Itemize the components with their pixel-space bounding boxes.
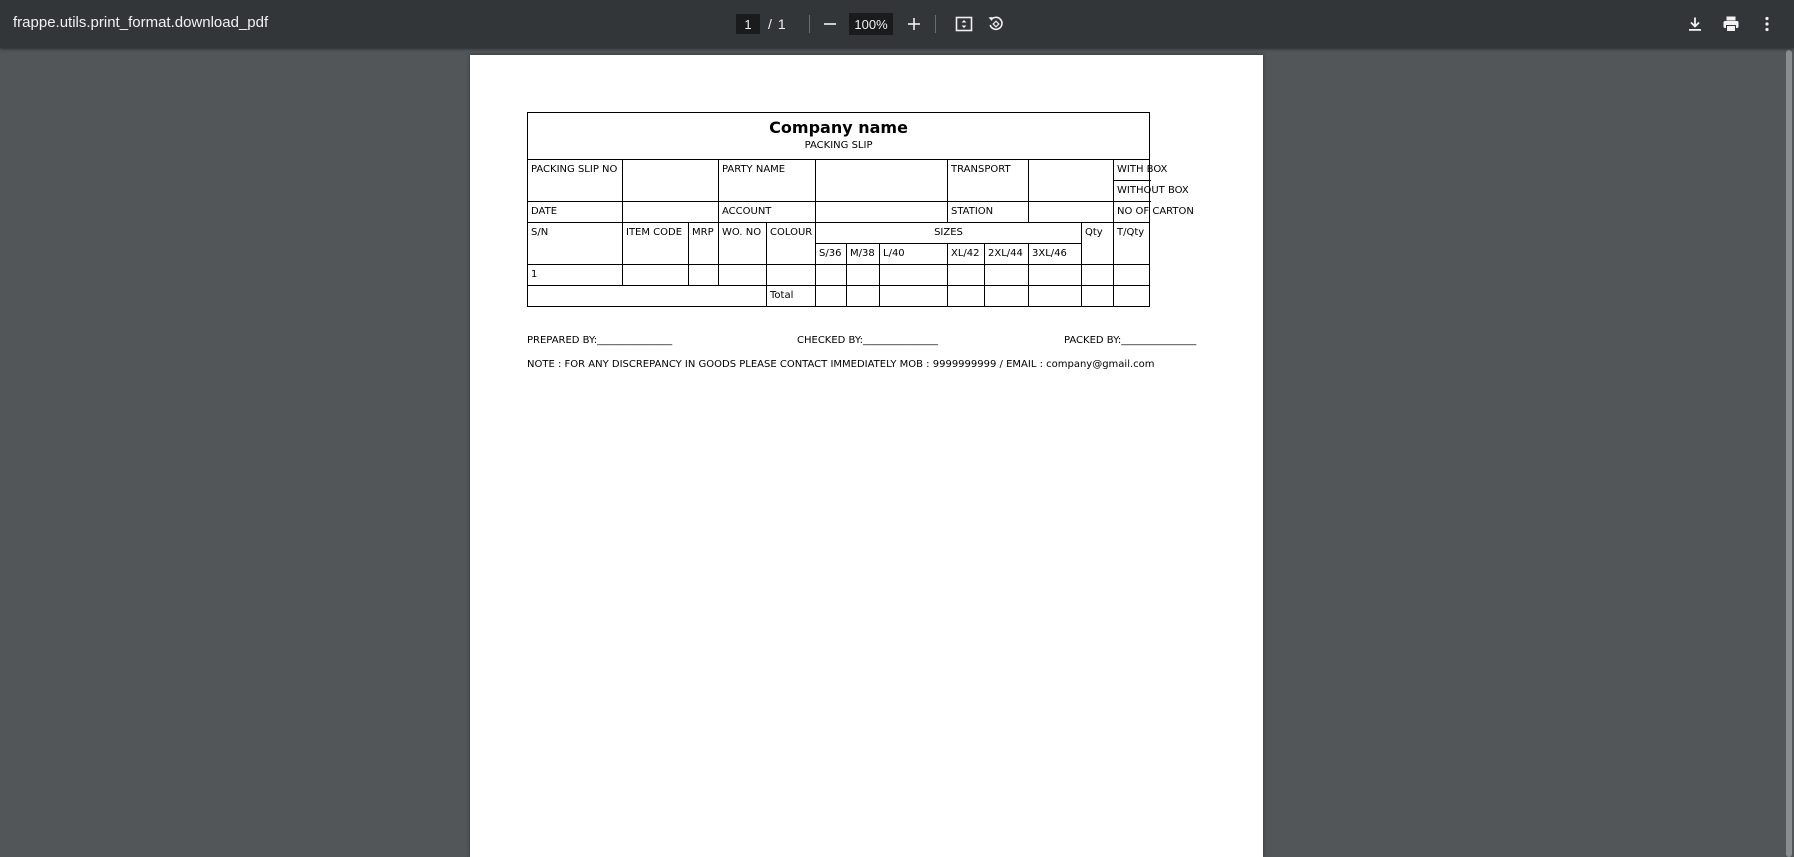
size-s36: S/36 [816, 244, 847, 265]
total-cell [948, 286, 985, 307]
col-sizes: SIZES [816, 223, 1082, 244]
row-sn: 1 [528, 265, 623, 286]
info-row-3 [528, 202, 1150, 223]
packed-by: PACKED BY:_______________ [1064, 335, 1197, 346]
total-row [528, 286, 1150, 307]
toolbar-divider [809, 15, 810, 33]
zoom-in-button[interactable] [900, 10, 928, 38]
col-qty: Qty [1082, 223, 1114, 265]
row-cell [1029, 265, 1082, 286]
total-cell [1029, 286, 1082, 307]
download-button[interactable] [1681, 10, 1709, 38]
company-name: Company name [769, 118, 908, 137]
row-cell [880, 265, 948, 286]
document-type: PACKING SLIP [804, 140, 873, 151]
value-account [816, 202, 948, 223]
value-date [623, 202, 719, 223]
total-cell [880, 286, 948, 307]
label-account: ACCOUNT [719, 202, 816, 223]
total-cell [816, 286, 847, 307]
total-label: Total [767, 286, 816, 307]
size-xl42: XL/42 [948, 244, 985, 265]
col-sn: S/N [528, 223, 623, 265]
slip-header-cell [528, 113, 1150, 160]
checked-by: CHECKED BY:_______________ [797, 335, 939, 346]
row-cell [1114, 265, 1150, 286]
label-without-box: WITHOUT BOX [1114, 181, 1150, 202]
size-l40: L/40 [880, 244, 948, 265]
row-cell [767, 265, 816, 286]
info-row-1 [528, 160, 1150, 181]
more-vert-icon [1764, 16, 1770, 32]
toolbar-divider [935, 15, 936, 33]
col-colour: COLOUR [767, 223, 816, 265]
page-selector [736, 13, 786, 35]
label-packing-slip-no: PACKING SLIP NO [528, 160, 623, 202]
label-party-name: PARTY NAME [719, 160, 816, 202]
total-pages: 1 [777, 16, 786, 32]
rotate-button[interactable] [982, 10, 1010, 38]
zoom-out-icon [823, 17, 837, 31]
pdf-viewer-toolbar [0, 0, 1794, 48]
row-cell [1082, 265, 1114, 286]
zoom-level-input[interactable] [849, 13, 893, 35]
size-2xl44: 2XL/44 [985, 244, 1029, 265]
fit-to-page-button[interactable] [950, 10, 978, 38]
col-wo-no: WO. NO [719, 223, 767, 265]
scrollbar-thumb[interactable] [1786, 50, 1792, 857]
table-row [528, 265, 1150, 286]
label-no-of-carton: NO OF CARTON [1114, 202, 1150, 223]
document-title: frappe.utils.print_format.download_pdf [13, 14, 269, 31]
zoom-out-button[interactable] [816, 10, 844, 38]
value-party-name [816, 160, 948, 202]
total-cell [1082, 286, 1114, 307]
fit-page-icon [955, 15, 973, 33]
size-3xl46: 3XL/46 [1029, 244, 1082, 265]
row-cell [948, 265, 985, 286]
total-cell [1114, 286, 1150, 307]
more-options-button[interactable] [1753, 10, 1781, 38]
row-cell [847, 265, 880, 286]
print-icon [1722, 15, 1740, 33]
zoom-in-icon [907, 17, 921, 31]
header-row [528, 113, 1150, 160]
page-number-input[interactable] [736, 14, 760, 34]
discrepancy-note: NOTE : FOR ANY DISCREPANCY IN GOODS PLEASE CONTACT IMMEDIATELY MOB : 9999999999 / EMAIL : company@gmail.com [527, 359, 1155, 370]
signature-row [527, 335, 1207, 349]
label-date: DATE [528, 202, 623, 223]
column-header-row [528, 223, 1150, 244]
pdf-page [470, 55, 1263, 857]
row-cell [985, 265, 1029, 286]
row-cell [689, 265, 719, 286]
print-button[interactable] [1717, 10, 1745, 38]
value-transport [1029, 160, 1114, 202]
col-item-code: ITEM CODE [623, 223, 689, 265]
total-blank [528, 286, 767, 307]
row-cell [816, 265, 847, 286]
size-m38: M/38 [847, 244, 880, 265]
value-station [1029, 202, 1114, 223]
download-icon [1687, 16, 1703, 32]
row-cell [623, 265, 689, 286]
page-separator: / [768, 16, 772, 32]
packing-slip-table [527, 112, 1194, 307]
label-station: STATION [948, 202, 1029, 223]
col-mrp: MRP [689, 223, 719, 265]
total-cell [847, 286, 880, 307]
rotate-icon [987, 15, 1005, 33]
total-cell [985, 286, 1029, 307]
prepared-by: PREPARED BY:_______________ [527, 335, 673, 346]
value-packing-slip-no [623, 160, 719, 202]
label-with-box: WITH BOX [1114, 160, 1150, 181]
label-transport: TRANSPORT [948, 160, 1029, 202]
col-tqty: T/Qty [1114, 223, 1150, 265]
row-cell [719, 265, 767, 286]
